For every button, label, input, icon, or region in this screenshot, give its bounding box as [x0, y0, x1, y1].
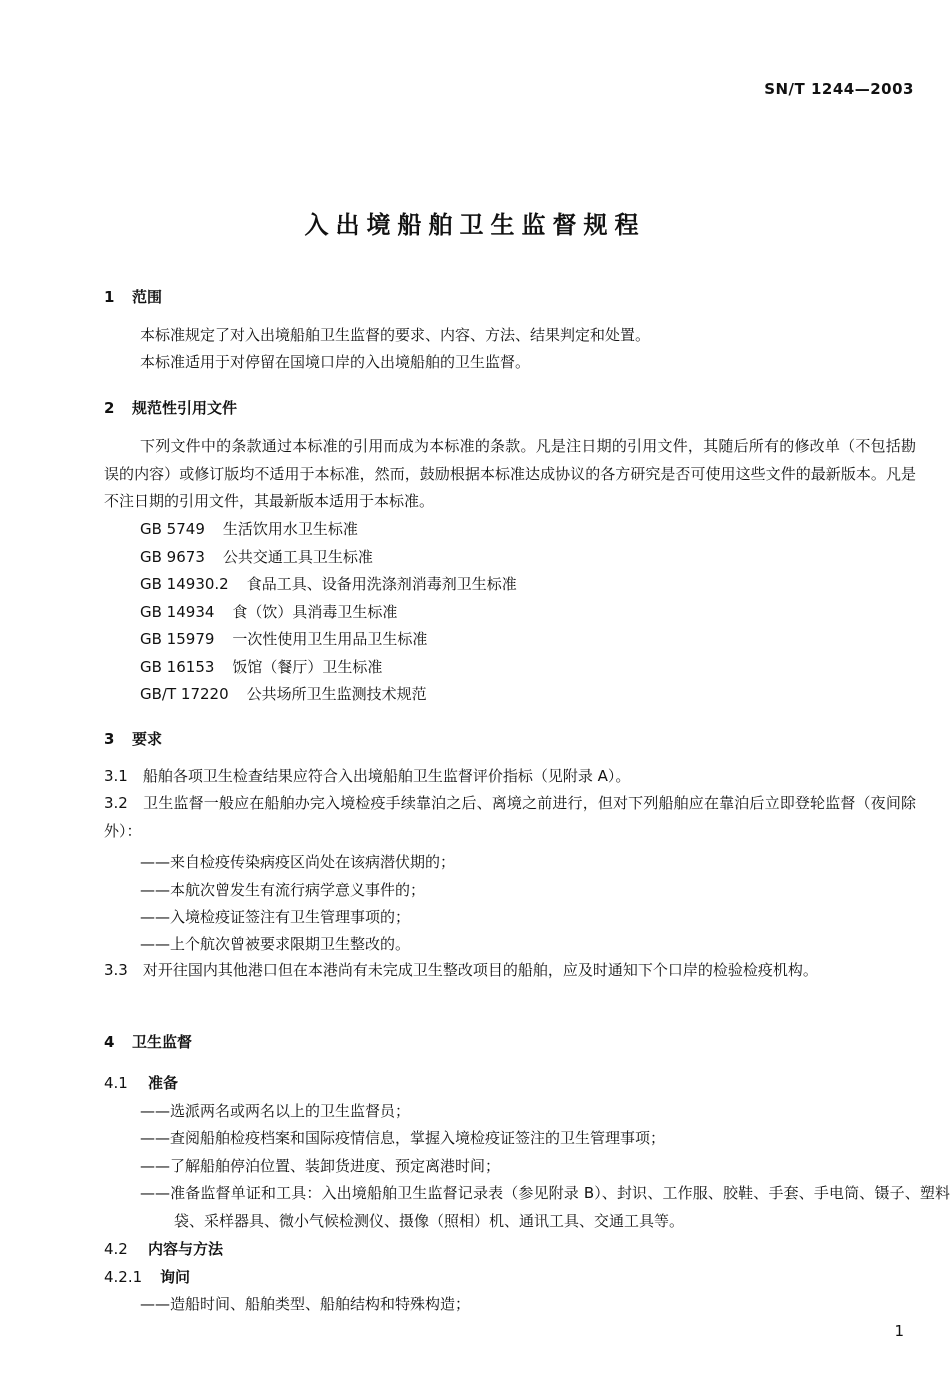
list-item: ——入境检疫证签注有卫生管理事项的； — [140, 908, 411, 926]
list-item: ——造船时间、船舶类型、船舶结构和特殊构造； — [140, 1295, 471, 1313]
page-title: 入出境船舶卫生监督规程 — [304, 211, 646, 239]
reference-item — [140, 683, 427, 704]
reference-name: 公共场所卫生监测技术规范 — [246, 685, 427, 703]
page-number: 1 — [894, 1322, 904, 1340]
reference-code: GB 16153 — [140, 658, 215, 676]
list-item: ——选派两名或两名以上的卫生监督员； — [140, 1102, 411, 1120]
paragraph: 本标准适用于对停留在国境口岸的入出境船舶的卫生监督。 — [140, 353, 531, 371]
section-number: 3 — [104, 730, 115, 748]
subsection-title: 询问 — [160, 1268, 191, 1286]
reference-code: GB 14934 — [140, 603, 215, 621]
subsection-4-2-heading — [104, 1238, 223, 1259]
reference-code: GB 9673 — [140, 548, 205, 566]
section-title: 范围 — [132, 288, 163, 306]
clause-3-1: 3.1 船舶各项卫生检查结果应符合入出境船舶卫生监督评价指标（见附录 A）。 — [104, 767, 631, 785]
list-item: ——来自检疫传染病疫区尚处在该病潜伏期的； — [140, 853, 456, 871]
reference-code: GB 5749 — [140, 520, 205, 538]
reference-name: 饭馆（餐厅）卫生标准 — [232, 658, 383, 676]
subsection-title: 内容与方法 — [148, 1240, 224, 1258]
reference-item — [140, 518, 358, 539]
intro-paragraph: 下列文件中的条款通过本标准的引用而成为本标准的条款。凡是注日期的引用文件，其随后所有的修改单（不包括勘误的内容）或修订版均不适用于本标准，然而，鼓励根据本标准达成协议的各方研究是否可使用这些文件的最新版本。凡是不注日期的引用文件，其最新版本适用于本标准。 — [104, 437, 916, 510]
section-4-heading — [104, 1031, 192, 1052]
section-title: 规范性引用文件 — [132, 399, 238, 417]
section-title: 要求 — [132, 730, 163, 748]
section-number: 2 — [104, 399, 115, 417]
subsection-number: 4.2 — [104, 1240, 128, 1258]
reference-item — [140, 628, 427, 649]
reference-name: 食品工具、设备用洗涤剂消毒剂卫生标准 — [246, 575, 517, 593]
subsection-4-1-heading — [104, 1072, 178, 1093]
reference-name: 公共交通工具卫生标准 — [222, 548, 373, 566]
section-3-heading — [104, 728, 162, 749]
reference-name: 生活饮用水卫生标准 — [222, 520, 358, 538]
list-item: ——了解船舶停泊位置、装卸货进度、预定离港时间； — [140, 1157, 501, 1175]
list-item: ——本航次曾发生有流行病学意义事件的； — [140, 881, 426, 899]
list-item: ——查阅船舶检疫档案和国际疫情信息，掌握入境检疫证签注的卫生管理事项； — [140, 1129, 666, 1147]
reference-code: GB/T 17220 — [140, 685, 229, 703]
subsection-4-2-1-heading — [104, 1266, 190, 1287]
reference-code: GB 14930.2 — [140, 575, 229, 593]
clause-3-3: 3.3 对开往国内其他港口但在本港尚有未完成卫生整改项目的船舶，应及时通知下个口岸的检验检疫机构。 — [104, 961, 818, 979]
list-item: ——准备监督单证和工具：入出境船舶卫生监督记录表（参见附录 B）、封识、工作服、胶鞋、手套、手电筒、镊子、塑料袋、采样器具、微小气候检测仪、摄像（照相）机、通讯工具、交通工具等。 — [140, 1184, 950, 1230]
reference-item — [140, 656, 382, 677]
reference-item — [140, 573, 517, 594]
reference-name: 一次性使用卫生用品卫生标准 — [232, 630, 428, 648]
section-number: 4 — [104, 1033, 115, 1051]
reference-name: 食（饮）具消毒卫生标准 — [232, 603, 398, 621]
section-2-heading — [104, 397, 237, 418]
paragraph: 本标准规定了对入出境船舶卫生监督的要求、内容、方法、结果判定和处置。 — [140, 326, 651, 344]
standard-code: SN/T 1244—2003 — [764, 80, 914, 98]
list-item: ——上个航次曾被要求限期卫生整改的。 — [140, 935, 411, 953]
reference-code: GB 15979 — [140, 630, 215, 648]
clause-3-2: 3.2 卫生监督一般应在船舶办完入境检疫手续靠泊之后、离境之前进行，但对下列船舶应在靠泊后立即登轮监督（夜间除外）： — [104, 794, 916, 840]
subsection-title: 准备 — [148, 1074, 179, 1092]
subsection-number: 4.2.1 — [104, 1268, 143, 1286]
section-number: 1 — [104, 288, 115, 306]
subsection-number: 4.1 — [104, 1074, 128, 1092]
section-1-heading — [104, 286, 162, 307]
section-title: 卫生监督 — [132, 1033, 193, 1051]
reference-item — [140, 601, 397, 622]
reference-item — [140, 546, 373, 567]
